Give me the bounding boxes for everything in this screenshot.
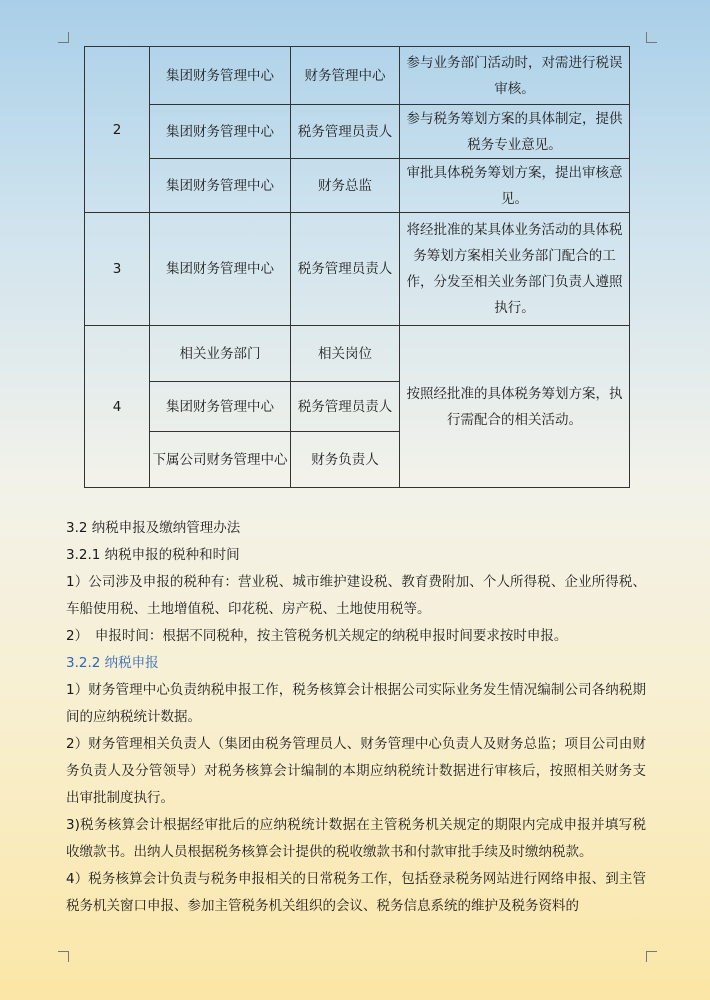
step-number: 3 xyxy=(85,213,150,326)
department-cell: 集团财务管理中心 xyxy=(150,105,291,159)
duty-cell: 按照经批准的具体税务筹划方案，执行需配合的相关活动。 xyxy=(400,326,630,488)
department-cell: 集团财务管理中心 xyxy=(150,159,291,213)
department-cell: 下属公司财务管理中心 xyxy=(150,432,291,488)
position-cell: 财务管理中心 xyxy=(291,47,400,105)
table-row xyxy=(85,105,630,159)
subsection-heading: 3.2.1 纳税申报的税种和时间 xyxy=(66,547,240,563)
duty-cell: 将经批准的某具体业务活动的具体税务筹划方案相关业务部门配合的工作，分发至相关业务部门负责人遵照执行。 xyxy=(400,213,630,326)
table-row xyxy=(85,47,630,105)
crop-mark-top-right xyxy=(646,32,657,43)
step-number: 4 xyxy=(85,326,150,488)
position-cell: 税务管理员责人 xyxy=(291,105,400,159)
paragraph: 2） 申报时间：根据不同税种，按主管税务机关规定的纳税申报时间要求按时申报。 xyxy=(66,628,568,644)
department-cell: 集团财务管理中心 xyxy=(150,213,291,326)
position-cell: 相关岗位 xyxy=(291,326,400,382)
section-heading: 3.2 纳税申报及缴纳管理办法 xyxy=(66,520,241,536)
table-row xyxy=(85,326,630,382)
position-cell: 财务负责人 xyxy=(291,432,400,488)
position-cell: 税务管理员责人 xyxy=(291,213,400,326)
position-cell: 税务管理员责人 xyxy=(291,382,400,432)
crop-mark-bottom-left xyxy=(58,951,69,962)
department-cell: 集团财务管理中心 xyxy=(150,47,291,105)
paragraph: 3)税务核算会计根据经审批后的应纳税统计数据在主管税务机关规定的期限内完成申报并填写税收缴款书。出纳人员根据税务核算会计提供的税收缴款书和付款审批手续及时缴纳税款。 xyxy=(66,817,646,860)
paragraph: 1）公司涉及申报的税种有：营业税、城市维护建设税、教育费附加、个人所得税、企业所得税、车船使用税、土地增值税、印花税、房产税、土地使用税等。 xyxy=(66,574,646,617)
department-cell: 相关业务部门 xyxy=(150,326,291,382)
body-text xyxy=(66,515,646,920)
paragraph: 4）税务核算会计负责与税务申报相关的日常税务工作，包括登录税务网站进行网络申报、到主管税务机关窗口申报、参加主管税务机关组织的会议、税务信息系统的维护及税务资料的 xyxy=(66,871,646,914)
department-cell: 集团财务管理中心 xyxy=(150,382,291,432)
duty-table xyxy=(84,46,630,488)
paragraph: 1）财务管理中心负责纳税申报工作，税务核算会计根据公司实际业务发生情况编制公司各纳税期间的应纳税统计数据。 xyxy=(66,682,646,725)
duty-cell: 参与税务筹划方案的具体制定，提供税务专业意见。 xyxy=(400,105,630,159)
crop-mark-bottom-right xyxy=(646,951,657,962)
duty-cell: 审批具体税务筹划方案，提出审核意见。 xyxy=(400,159,630,213)
crop-mark-top-left xyxy=(58,32,69,43)
paragraph: 2）财务管理相关负责人（集团由税务管理员人、财务管理中心负责人及财务总监；项目公司由财务负责人及分管领导）对税务核算会计编制的本期应纳税统计数据进行审核后，按照相关财务支出审批制度执行。 xyxy=(66,736,646,806)
position-cell: 财务总监 xyxy=(291,159,400,213)
table-row xyxy=(85,159,630,213)
duty-cell: 参与业务部门活动时，对需进行税误审核。 xyxy=(400,47,630,105)
step-number: 2 xyxy=(85,47,150,213)
subsection-heading: 3.2.2 纳税申报 xyxy=(66,655,159,671)
table-row xyxy=(85,213,630,326)
